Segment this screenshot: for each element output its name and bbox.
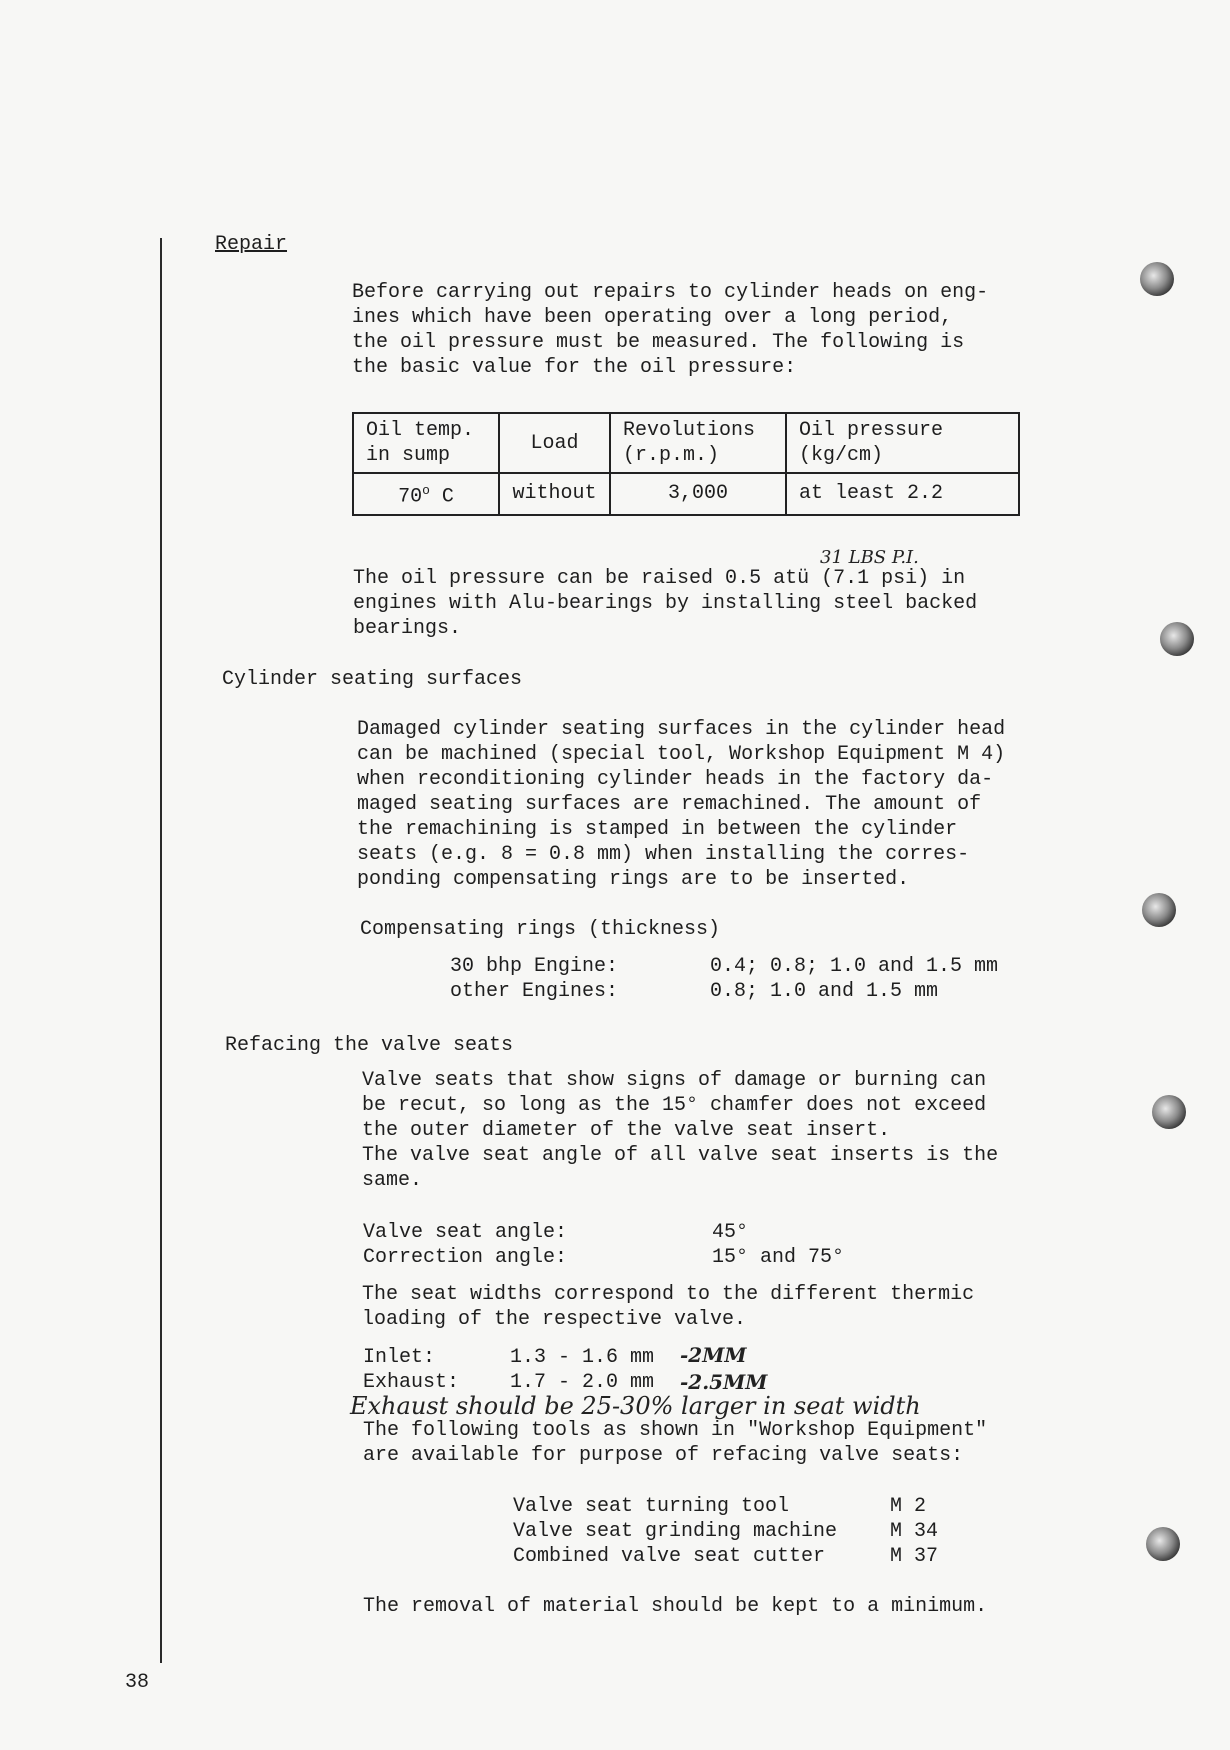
section-heading-cylinder: Cylinder seating surfaces <box>222 668 523 691</box>
text-line: The valve seat angle of all valve seat inserts is the <box>362 1144 999 1167</box>
text-line: Before carrying out repairs to cylinder heads on eng- <box>352 281 989 304</box>
section-heading-repair: Repair <box>215 233 288 256</box>
header-revolutions: Revolutions (r.p.m.) <box>610 413 786 473</box>
text-line: loading of the respective valve. <box>362 1308 747 1331</box>
punch-hole <box>1152 1095 1186 1129</box>
header-load: Load <box>499 413 610 473</box>
angle-value-correction: 15° and 75° <box>712 1246 845 1269</box>
angle-label-correction: Correction angle: <box>363 1246 568 1269</box>
text-line: Damaged cylinder seating surfaces in the cylinder head <box>357 718 1006 741</box>
section-heading-refacing: Refacing the valve seats <box>225 1034 514 1057</box>
text-line: the basic value for the oil pressure: <box>352 356 797 379</box>
closing-sentence: The removal of material should be kept to a minimum. <box>363 1595 988 1618</box>
header-oil-temp: Oil temp. in sump <box>353 413 499 473</box>
text-line: seats (e.g. 8 = 0.8 mm) when installing the corres- <box>357 843 970 866</box>
comp-label-other: other Engines: <box>450 980 619 1003</box>
width-value-inlet: 1.3 - 1.6 mm <box>510 1346 655 1369</box>
text-line: The seat widths correspond to the different thermic <box>362 1283 975 1306</box>
refacing-paragraph <box>362 1068 998 1193</box>
handwritten-inlet-note: -2MM <box>680 1343 747 1367</box>
text-line: The oil pressure can be raised 0.5 atü (7.1 psi) in <box>353 567 966 590</box>
tool-name: Combined valve seat cutter <box>513 1545 826 1568</box>
text-line: maged seating surfaces are remachined. The amount of <box>357 793 982 816</box>
text-line: are available for purpose of refacing valve seats: <box>363 1444 964 1467</box>
text-line: same. <box>362 1169 423 1192</box>
table-row <box>353 473 1019 515</box>
punch-hole <box>1146 1527 1180 1561</box>
seat-widths-paragraph <box>362 1282 974 1332</box>
text-line: the remachining is stamped in between the cylinder <box>357 818 958 841</box>
text-line: the oil pressure must be measured. The following is <box>352 331 965 354</box>
oil-pressure-table <box>352 412 1020 516</box>
cell-load: without <box>499 473 610 515</box>
text-line: be recut, so long as the 15° chamfer does not exceed <box>362 1094 987 1117</box>
tool-code: M 34 <box>890 1520 939 1543</box>
margin-rule <box>160 238 162 1663</box>
handwritten-psi-note: 31 LBS P.I. <box>820 547 919 568</box>
comp-value-other: 0.8; 1.0 and 1.5 mm <box>710 980 939 1003</box>
table-header-row <box>353 413 1019 473</box>
text-line: Valve seats that show signs of damage or burning can <box>362 1069 987 1092</box>
text-line: ponding compensating rings are to be inserted. <box>357 868 910 891</box>
cylinder-paragraph <box>357 717 1005 892</box>
width-label-exhaust: Exhaust: <box>363 1371 460 1394</box>
handwritten-exhaust-note: Exhaust should be 25-30% larger in seat width <box>350 1392 921 1420</box>
handwritten-exhaust-value-note: -2.5MM <box>680 1370 768 1394</box>
punch-hole <box>1142 893 1176 927</box>
tool-code: M 2 <box>890 1495 927 1518</box>
header-oil-pressure: Oil pressure (kg/cm) <box>786 413 1019 473</box>
tool-name: Valve seat turning tool <box>513 1495 790 1518</box>
tool-code: M 37 <box>890 1545 939 1568</box>
tools-paragraph <box>363 1418 987 1468</box>
temp-unit: C <box>441 485 454 509</box>
temp-value: 70 <box>398 485 423 509</box>
punch-hole <box>1160 622 1194 656</box>
text-line: ines which have been operating over a long period, <box>352 306 953 329</box>
comp-value-30bhp: 0.4; 0.8; 1.0 and 1.5 mm <box>710 955 999 978</box>
alu-note-paragraph <box>353 566 977 641</box>
angle-value-valve-seat: 45° <box>712 1221 749 1244</box>
text-line: when reconditioning cylinder heads in the factory da- <box>357 768 994 791</box>
width-value-exhaust: 1.7 - 2.0 mm <box>510 1371 655 1394</box>
angle-label-valve-seat: Valve seat angle: <box>363 1221 568 1244</box>
text-line: engines with Alu-bearings by installing steel backed <box>353 592 978 615</box>
width-label-inlet: Inlet: <box>363 1346 436 1369</box>
compensating-rings-heading: Compensating rings (thickness) <box>360 918 721 941</box>
punch-hole <box>1140 262 1174 296</box>
text-line: can be machined (special tool, Workshop Equipment M 4) <box>357 743 1006 766</box>
comp-label-30bhp: 30 bhp Engine: <box>450 955 619 978</box>
text-line: the outer diameter of the valve seat insert. <box>362 1119 891 1142</box>
text-line: The following tools as shown in "Workshop Equipment" <box>363 1419 988 1442</box>
page-number: 38 <box>125 1671 150 1694</box>
cell-pressure: at least 2.2 <box>786 473 1019 515</box>
tool-name: Valve seat grinding machine <box>513 1520 838 1543</box>
cell-temp: 70$^o$ C <box>353 473 499 515</box>
text-line: bearings. <box>353 617 462 640</box>
cell-rpm: 3,000 <box>610 473 786 515</box>
intro-paragraph <box>352 280 988 380</box>
